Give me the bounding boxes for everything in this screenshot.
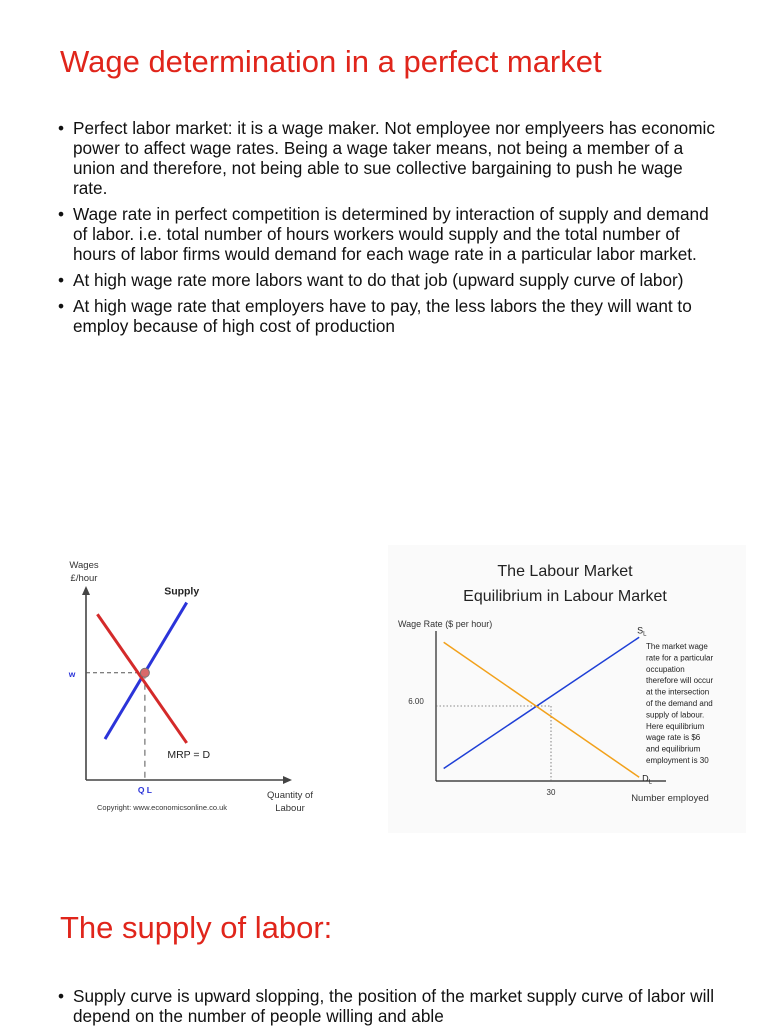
y-axis-label: Wage Rate ($ per hour) xyxy=(398,619,493,629)
annotation-line: rate for a particular xyxy=(646,653,714,663)
bullet-item xyxy=(58,204,718,264)
series-label: $S_L$ xyxy=(637,625,647,638)
y-marker-label: w xyxy=(68,668,76,679)
bullet-dot: • xyxy=(58,270,65,290)
labour-market-chart xyxy=(388,545,746,833)
annotation-line: Here equilibrium xyxy=(646,721,705,731)
x-axis-arrow xyxy=(283,776,292,784)
annotation-line: employment is 30 xyxy=(646,756,709,765)
series-line xyxy=(97,614,186,743)
bullet-item xyxy=(58,118,718,198)
annotation-line: and equilibrium xyxy=(646,744,701,754)
bullet-item xyxy=(58,296,718,336)
annotation-line: The market wage xyxy=(646,642,708,651)
x-axis-label-line: Quantity of xyxy=(267,790,313,801)
y-axis-label xyxy=(69,560,98,584)
x-tick-label: 30 xyxy=(546,788,556,797)
bullet-item xyxy=(58,270,718,290)
annotation-line: occupation xyxy=(646,664,685,674)
annotation-line: at the intersection xyxy=(646,687,710,697)
bullet-list xyxy=(58,118,718,342)
annotation-line: supply of labour. xyxy=(646,710,705,720)
chart-subtitle: Equilibrium in Labour Market xyxy=(463,588,667,605)
x-axis-label-line: Labour xyxy=(275,803,305,814)
section-title: The supply of labor: xyxy=(60,910,333,945)
y-axis-label-line: Wages xyxy=(69,560,99,571)
bullet-text: Perfect labor market: it is a wage maker. Not employee nor emplyeers has economic power to affect wage rates. Being a wage taker means, not being a member of a union and therefore, not being able to sue collective bargaining to push he wage rate. xyxy=(73,118,715,198)
x-axis-label: Number employed xyxy=(631,793,709,804)
annotation-line: of the demand and xyxy=(646,699,713,708)
y-axis-label-line: £/hour xyxy=(70,573,98,584)
y-axis-arrow xyxy=(82,586,90,595)
bullet-dot: • xyxy=(58,118,65,138)
annotation-line: wage rate is $6 xyxy=(646,733,701,743)
bullet-text: At high wage rate more labors want to do that job (upward supply curve of labor) xyxy=(73,270,684,290)
bullet-text: Supply curve is upward slopping, the position of the market supply curve of labor will depend on the number of people willing and able xyxy=(73,986,715,1026)
chart-title: The Labour Market xyxy=(497,563,633,580)
slide-title: Wage determination in a perfect market xyxy=(60,44,602,79)
series-label: MRP = D xyxy=(167,748,211,761)
y-tick-label: 6.00 xyxy=(408,697,424,706)
equilibrium-point xyxy=(140,668,149,677)
x-axis-label xyxy=(267,790,313,814)
bullet-item xyxy=(58,986,718,1026)
bullet-text: Wage rate in perfect competition is determined by interaction of supply and demand of labor. i.e. total number of hours workers would supply and the total number of hours of labor firms would demand for each wage rate in a particular labor market. xyxy=(73,204,709,264)
bullet-list xyxy=(58,986,718,1032)
annotation-line: therefore will occur xyxy=(646,676,714,686)
x-marker-label: Q L xyxy=(137,785,152,795)
bullet-dot: • xyxy=(58,204,65,224)
bullet-dot: • xyxy=(58,986,65,1006)
copyright-text: Copyright: www.economicsonline.co.uk xyxy=(96,803,228,812)
wage-determination-chart xyxy=(62,555,332,820)
bullet-text: At high wage rate that employers have to pay, the less labors the they will want to employ because of high cost of production xyxy=(73,296,692,336)
series-label: Supply xyxy=(164,585,200,598)
bullet-dot: • xyxy=(58,296,65,316)
series-label: $D_L$ xyxy=(642,773,653,786)
